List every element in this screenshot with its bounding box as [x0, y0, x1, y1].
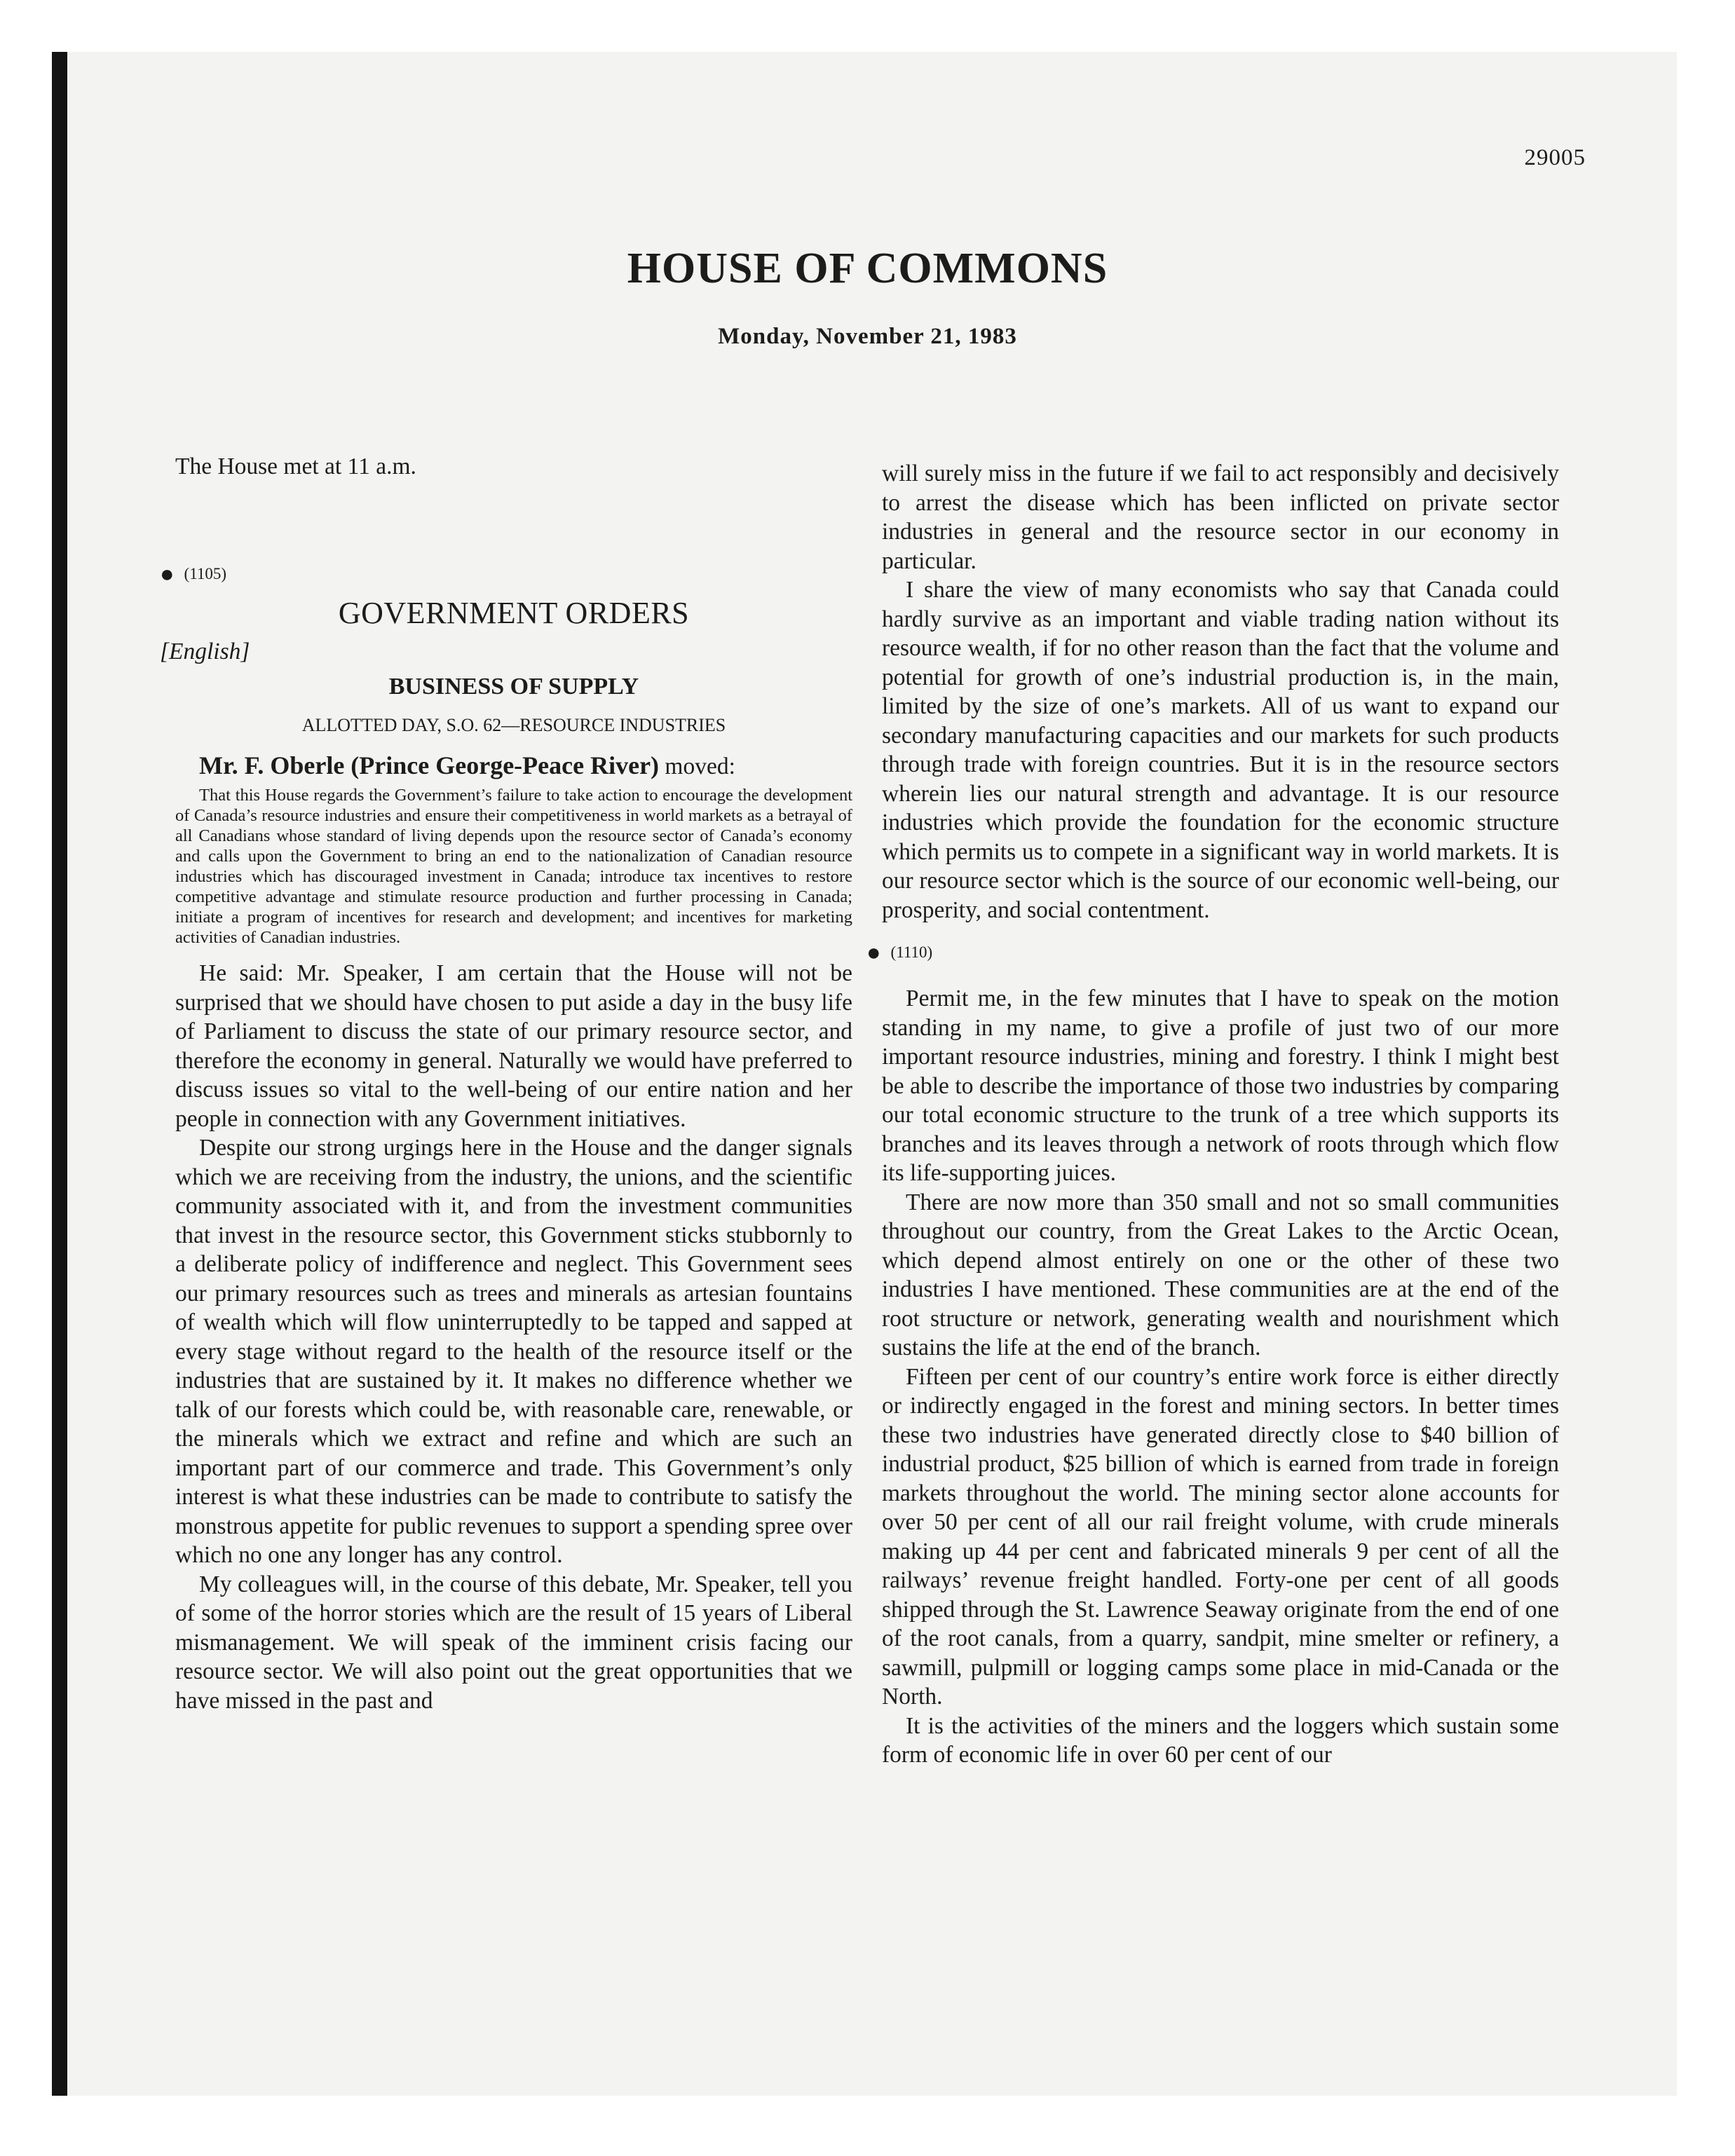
- timestamp-1110: [866, 940, 1559, 966]
- left-column: [160, 452, 852, 1715]
- paragraph: There are now more than 350 small and not so small communities throughout our country, from the Great Lakes to the Arctic Ocean, which depend almost entirely on one or the other of these two industries I have mentioned. These communities are at the end of the root structure or network, generating wealth and nourishment which sustains the life at the end of the branch.: [882, 1189, 1559, 1360]
- allotted-day-heading: ALLOTTED DAY, S.O. 62—RESOURCE INDUSTRIES: [301, 715, 726, 735]
- section-heading: GOVERNMENT ORDERS: [338, 595, 690, 630]
- paragraph: My colleagues will, in the course of this debate, Mr. Speaker, tell you of some of the horror stories which are the result of 15 years of Liberal mismanagement. We will speak of the imminent crisis facing our resource sector. We will also point out the great opportunities that we have missed in the past and: [175, 1571, 852, 1714]
- timestamp-1105: [160, 561, 852, 587]
- paragraph: I share the view of many economists who say that Canada could hardly survive as an important and viable trading nation without its resource wealth, if for no other reason than the fact that the volume and potential for growth of one’s industrial production is, in the main, limited by the size of one’s markets. All of us want to expand our secondary manufacturing capacities and our markets for such products through trade with foreign countries. But it is in the resource sectors wherein lies our natural strength and advantage. It is our resource industries which provide the foundation for the economic structure which permits us to compete in a significant way in world markets. It is our resource sector which is the source of our economic well-being, our prosperity, and social contentment.: [882, 577, 1559, 923]
- bullet-icon: ●: [866, 940, 881, 966]
- paragraph: Permit me, in the few minutes that I have to speak on the motion standing in my name, to give a profile of just two of our more important resource industries, mining and forestry. I think I might best be able to describe the importance of those two industries by comparing our total economic structure to the trunk of a tree which supports its branches and its leaves through a network of roots through which flow its life-supporting juices.: [882, 985, 1559, 1186]
- sub-heading: BUSINESS OF SUPPLY: [388, 673, 639, 700]
- timestamp-label: (1110): [890, 943, 933, 961]
- paragraph: It is the activities of the miners and the loggers which sustain some form of economic life in over 60 per cent of our: [882, 1712, 1559, 1768]
- sitting-open: The House met at 11 a.m.: [175, 453, 416, 479]
- timestamp-label: (1105): [184, 564, 227, 582]
- paragraph: Despite our strong urgings here in the House and the danger signals which we are receiving from the industry, the unions, and the scientific community associated with it, and from the investment communities that invest in the resource sector, this Government sticks stubbornly to a deliberate policy of indifference and neglect. This Government sees our primary resources such as trees and minerals as artesian fountains of wealth which will flow uninterruptedly to be tapped and sapped at every stage without regard to the health of the resource itself or the industries that are sustained by it. It makes no difference whether we talk of our forests which could be, with reasonable care, renewable, or the minerals which we extract and refine and which are such an important part of our commerce and trade. This Government’s only interest is what these industries can be made to contribute to satisfy the monstrous appetite for public revenues to support a spending spree over which no one any longer has any control.: [175, 1135, 852, 1568]
- paragraph: will surely miss in the future if we fail to act responsibly and decisively to arrest the disease which has been inflicted on private sector industries in general and the resource sector in our economy in particular.: [882, 460, 1559, 574]
- motion-verb: moved:: [659, 753, 735, 779]
- binding-edge: [52, 52, 67, 2096]
- motion-intro: [175, 751, 852, 782]
- paragraph: He said: Mr. Speaker, I am certain that the House will not be surprised that we should have chosen to put aside a day in the busy life of Parliament to discuss the state of our primary resource sector, and therefore the economy in general. Naturally we would have preferred to discuss issues so vital to the well-being of our entire nation and her people in connection with any Government initiatives.: [175, 960, 852, 1132]
- language-marker: [English]: [160, 639, 250, 664]
- right-column: [866, 459, 1559, 1770]
- motion-speaker: Mr. F. Oberle (Prince George-Peace River): [199, 751, 660, 779]
- bullet-icon: ●: [160, 561, 175, 587]
- sitting-date: Monday, November 21, 1983: [718, 324, 1017, 349]
- paragraph: Fifteen per cent of our country’s entire work force is either directly or indirectly engaged in the forest and mining sectors. In better times these two industries have generated directly close to $40 billion of industrial product, $25 billion of which is earned from trade in foreign markets throughout the world. The mining sector alone accounts for over 50 per cent of all our rail freight volume, with crude minerals making up 44 per cent and fabricated minerals 9 per cent of all the railways’ revenue freight handled. Forty-one per cent of all goods shipped through the St. Lawrence Seaway originate from the end of one of the root canals, from a quarry, sandpit, mine smelter or refinery, a sawmill, pulpmill or logging camps some place in mid-Canada or the North.: [882, 1363, 1559, 1710]
- masthead: HOUSE OF COMMONS: [627, 245, 1108, 292]
- page-number: 29005: [1524, 145, 1586, 170]
- motion-text: That this House regards the Government’s failure to take action to encourage the development of Canada’s resource industries and ensure their competitiveness in world markets as a betrayal of all Canadians whose standard of living depends upon the resource sector of Canada’s economy and calls upon the Government to bring an end to the nationalization of Canadian resource industries which has discouraged investment in Canada; introduce tax incentives to restore competitive advantage and stimulate resource production and further processing in Canada; initiate a program of incentives for research and development; and incentives for marketing activities of Canadian industries.: [175, 786, 852, 947]
